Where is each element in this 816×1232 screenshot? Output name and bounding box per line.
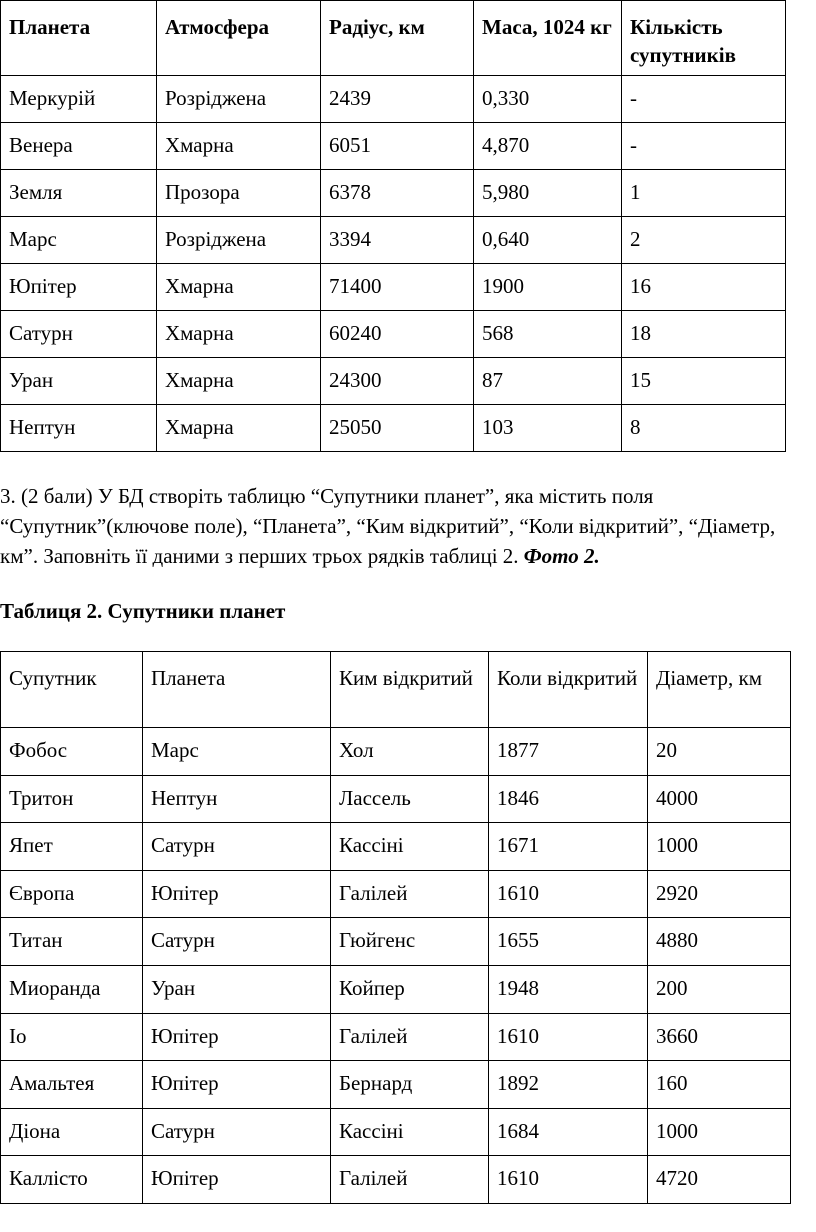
planets-table-cell: 6378 (321, 170, 474, 217)
planets-table-cell: 24300 (321, 358, 474, 405)
satellites-table-cell: Юпітер (143, 870, 331, 918)
satellites-table-cell: Бернард (331, 1061, 489, 1109)
planets-table-cell: - (622, 76, 786, 123)
satellites-table-cell: 1948 (489, 965, 648, 1013)
planets-table-cell: 6051 (321, 123, 474, 170)
satellites-table-row (1, 823, 791, 871)
planets-table-cell: 3394 (321, 217, 474, 264)
satellites-caption: Таблиця 2. Супутники планет (0, 599, 286, 623)
satellites-table-cell: Галілей (331, 1013, 489, 1061)
satellites-table-cell: 200 (648, 965, 791, 1013)
satellites-table-cell: Юпітер (143, 1061, 331, 1109)
satellites-table-cell: Кассіні (331, 823, 489, 871)
satellites-table-cell: 4720 (648, 1156, 791, 1204)
planets-table-row (1, 170, 786, 217)
satellites-table-cell: 1846 (489, 775, 648, 823)
satellites-table-cell: Амальтея (1, 1061, 143, 1109)
planets-table-cell: 60240 (321, 311, 474, 358)
planets-table-cell: Уран (1, 358, 157, 405)
planets-table-cell: 8 (622, 405, 786, 452)
planets-table-header-cell: Планета (1, 1, 157, 76)
satellites-table-row (1, 1156, 791, 1204)
satellites-table-header-row (1, 652, 791, 728)
satellites-table-cell: 1684 (489, 1108, 648, 1156)
planets-table-cell: 103 (474, 405, 622, 452)
satellites-table-cell: 1610 (489, 870, 648, 918)
satellites-table-row (1, 1108, 791, 1156)
satellites-table-cell: 1892 (489, 1061, 648, 1109)
satellites-table-cell: Койпер (331, 965, 489, 1013)
planets-table-cell: Хмарна (157, 405, 321, 452)
satellites-table-cell: Іо (1, 1013, 143, 1061)
satellites-table-row (1, 775, 791, 823)
satellites-table-cell: 1610 (489, 1156, 648, 1204)
planets-table-cell: Венера (1, 123, 157, 170)
satellites-table-cell: 1000 (648, 823, 791, 871)
satellites-table (0, 651, 791, 1204)
satellites-table-cell: Тритон (1, 775, 143, 823)
planets-table (0, 0, 786, 452)
satellites-table-header-cell: Діаметр, км (648, 652, 791, 728)
satellites-table-header-cell: Коли відкритий (489, 652, 648, 728)
satellites-table-cell: Хол (331, 728, 489, 776)
satellites-table-cell: 160 (648, 1061, 791, 1109)
satellites-table-cell: Сатурн (143, 918, 331, 966)
satellites-table-row (1, 870, 791, 918)
satellites-table-cell: Галілей (331, 870, 489, 918)
satellites-table-cell: 1877 (489, 728, 648, 776)
satellites-table-row (1, 1013, 791, 1061)
planets-table-body (1, 1, 786, 452)
planets-table-cell: - (622, 123, 786, 170)
planets-table-row (1, 264, 786, 311)
planets-table-cell: Марс (1, 217, 157, 264)
satellites-table-cell: Миоранда (1, 965, 143, 1013)
satellites-table-cell: 1000 (648, 1108, 791, 1156)
planets-table-cell: 25050 (321, 405, 474, 452)
satellites-table-header-cell: Ким відкритий (331, 652, 489, 728)
planets-table-header-cell: Атмосфера (157, 1, 321, 76)
planets-table-cell: Юпітер (1, 264, 157, 311)
planets-table-cell: Меркурій (1, 76, 157, 123)
satellites-table-cell: Діона (1, 1108, 143, 1156)
planets-table-cell: 87 (474, 358, 622, 405)
satellites-table-row (1, 965, 791, 1013)
planets-table-header-cell: Маса, 1024 кг (474, 1, 622, 76)
satellites-table-cell: Європа (1, 870, 143, 918)
satellites-table-cell: 4880 (648, 918, 791, 966)
satellites-table-cell: Фобос (1, 728, 143, 776)
planets-table-cell: 0,330 (474, 76, 622, 123)
planets-table-cell: Хмарна (157, 358, 321, 405)
satellites-table-cell: 1655 (489, 918, 648, 966)
satellites-table-cell: Кассіні (331, 1108, 489, 1156)
planets-table-cell: Прозора (157, 170, 321, 217)
satellites-table-cell: Титан (1, 918, 143, 966)
task-paragraph (0, 481, 812, 571)
satellites-table-cell: 1610 (489, 1013, 648, 1061)
planets-table-cell: 1 (622, 170, 786, 217)
satellites-table-cell: Марс (143, 728, 331, 776)
planets-table-header-cell: Радіус, км (321, 1, 474, 76)
satellites-table-cell: Юпітер (143, 1013, 331, 1061)
planets-table-cell: 71400 (321, 264, 474, 311)
planets-table-header-cell: Кількість супутників (622, 1, 786, 76)
satellites-table-cell: Галілей (331, 1156, 489, 1204)
planets-table-cell: 2439 (321, 76, 474, 123)
planets-table-row (1, 123, 786, 170)
satellites-table-row (1, 1061, 791, 1109)
satellites-table-cell: Лассель (331, 775, 489, 823)
satellites-table-cell: 3660 (648, 1013, 791, 1061)
satellites-table-cell: Япет (1, 823, 143, 871)
planets-table-cell: Хмарна (157, 264, 321, 311)
planets-table-cell: 18 (622, 311, 786, 358)
planets-table-cell: Хмарна (157, 123, 321, 170)
planets-table-row (1, 76, 786, 123)
satellites-table-cell: Сатурн (143, 823, 331, 871)
satellites-table-header-cell: Планета (143, 652, 331, 728)
satellites-table-row (1, 918, 791, 966)
planets-table-row (1, 405, 786, 452)
planets-table-row (1, 217, 786, 264)
planets-table-cell: 1900 (474, 264, 622, 311)
planets-table-cell: 2 (622, 217, 786, 264)
planets-table-cell: Розріджена (157, 76, 321, 123)
satellites-table-cell: Юпітер (143, 1156, 331, 1204)
planets-table-header-row (1, 1, 786, 76)
satellites-table-header-cell: Супутник (1, 652, 143, 728)
planets-table-row (1, 358, 786, 405)
planets-table-row (1, 311, 786, 358)
planets-table-cell: 0,640 (474, 217, 622, 264)
satellites-table-cell: 20 (648, 728, 791, 776)
satellites-table-cell: 4000 (648, 775, 791, 823)
satellites-table-cell: Сатурн (143, 1108, 331, 1156)
task-text: 3. (2 бали) У БД створіть таблицю “Супутники планет”, яка містить поля “Супутник”(ключове поле), “Планета”, “Ким відкритий”, “Коли відкритий”, “Діаметр, км”. Заповніть її даними з перших трьох рядків таблиці 2. (0, 484, 776, 568)
planets-table-cell: Розріджена (157, 217, 321, 264)
photo-label: Фото 2. (523, 544, 600, 568)
satellites-table-cell: Уран (143, 965, 331, 1013)
satellites-table-cell: 1671 (489, 823, 648, 871)
planets-table-cell: Земля (1, 170, 157, 217)
satellites-table-cell: Нептун (143, 775, 331, 823)
satellites-table-cell: 2920 (648, 870, 791, 918)
planets-table-cell: Нептун (1, 405, 157, 452)
planets-table-cell: 15 (622, 358, 786, 405)
planets-table-cell: Сатурн (1, 311, 157, 358)
satellites-table-cell: Гюйгенс (331, 918, 489, 966)
planets-table-cell: 568 (474, 311, 622, 358)
planets-table-cell: 5,980 (474, 170, 622, 217)
satellites-table-cell: Каллісто (1, 1156, 143, 1204)
planets-table-cell: Хмарна (157, 311, 321, 358)
satellites-table-body (1, 652, 791, 1204)
satellites-table-row (1, 728, 791, 776)
planets-table-cell: 16 (622, 264, 786, 311)
planets-table-cell: 4,870 (474, 123, 622, 170)
